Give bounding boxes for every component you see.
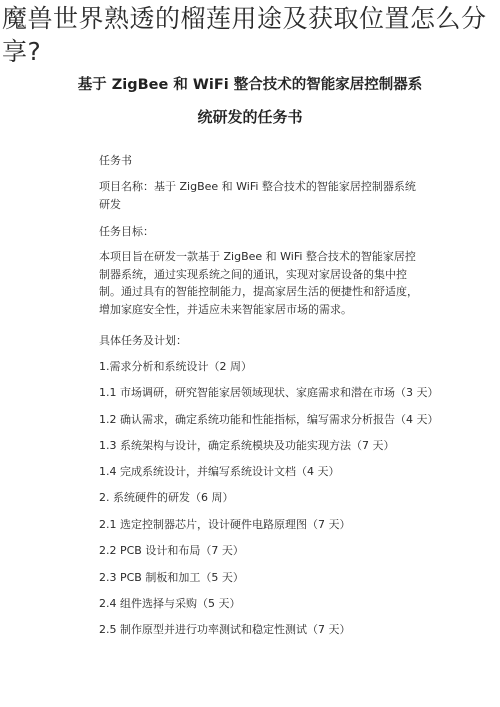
task-item: 2. 系统硬件的研发（6 周） — [99, 491, 234, 504]
task-item: 1.2 确认需求，确定系统功能和性能指标，编写需求分析报告（4 天） — [99, 413, 439, 426]
document-title-line-2: 统研发的任务书 — [197, 108, 303, 126]
task-item: 2.1 选定控制器芯片，设计硬件电路原理图（7 天） — [99, 518, 351, 531]
tasks-label: 具体任务及计划： — [99, 334, 187, 347]
task-item: 1.4 完成系统设计，并编写系统设计文档（4 天） — [99, 465, 340, 478]
section-label: 任务书 — [99, 154, 132, 167]
objective-text: 本项目旨在研发一款基于 ZigBee 和 WiFi 整合技术的智能家居控制器系统，通过实现系统之间的通讯，实现对家居设备的集中控制。通过具有的智能控制能力，提高家居生活的便捷性和舒适度，增加家庭安全性，并适应未来智能家居市场的需求。 — [99, 250, 418, 316]
project-name: 项目名称：基于 ZigBee 和 WiFi 整合技术的智能家居控制器系统研发 — [99, 180, 416, 211]
task-item: 1.1 市场调研，研究智能家居领域现状、家庭需求和潜在市场（3 天） — [99, 386, 439, 399]
page-title: 魔兽世界熟透的榴莲用途及获取位置怎么分享? — [2, 4, 487, 66]
task-item: 2.2 PCB 设计和布局（7 天） — [99, 544, 244, 557]
task-item: 2.4 组件选择与采购（5 天） — [99, 597, 241, 610]
document-title-line-1: 基于 ZigBee 和 WiFi 整合技术的智能家居控制器系 — [77, 77, 423, 93]
task-item: 2.5 制作原型并进行功率测试和稳定性测试（7 天） — [99, 623, 351, 636]
task-item: 2.3 PCB 制板和加工（5 天） — [99, 571, 244, 584]
task-item: 1.需求分析和系统设计（2 周） — [99, 360, 252, 373]
objective-label: 任务目标： — [99, 225, 154, 238]
task-item: 1.3 系统架构与设计，确定系统模块及功能实现方法（7 天） — [99, 439, 395, 452]
